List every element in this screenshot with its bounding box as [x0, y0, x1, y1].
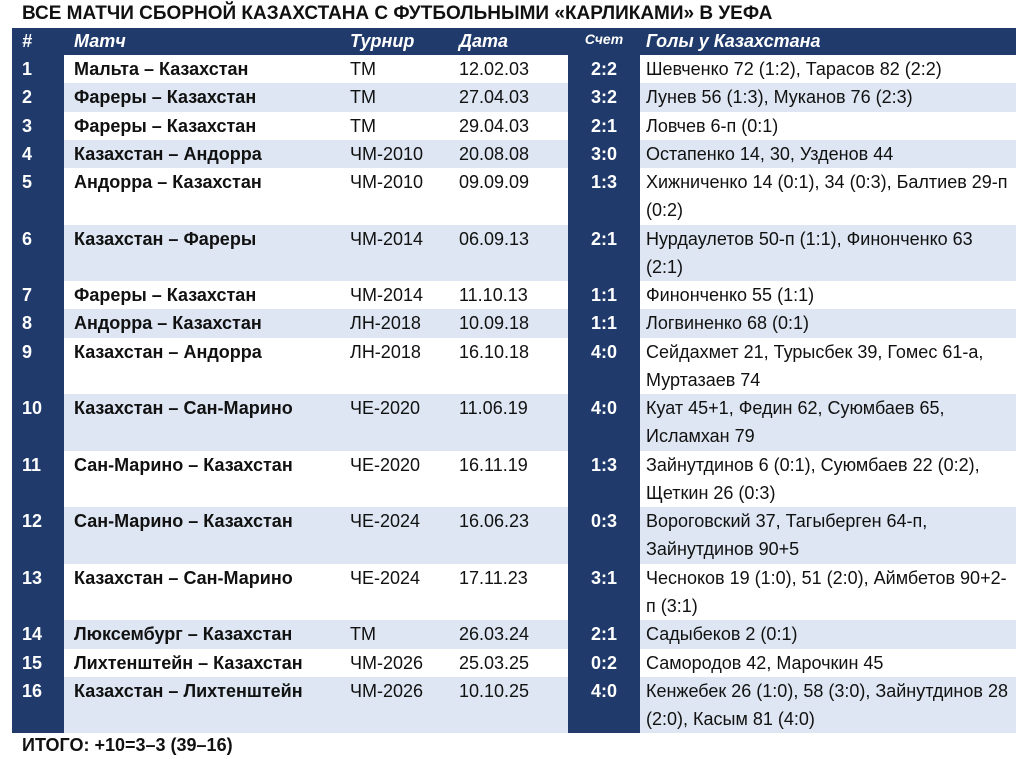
cell-num: 8: [12, 309, 64, 337]
cell-score: 0:2: [568, 649, 640, 677]
cell-match: Люксембург – Казахстан: [64, 620, 350, 648]
cell-num: 14: [12, 620, 64, 648]
cell-tournament: ЛН-2018: [350, 309, 457, 337]
cell-goals: Логвиненко 68 (0:1): [640, 309, 1016, 337]
cell-tournament: ЧМ-2026: [350, 677, 457, 734]
cell-score: 1:3: [568, 168, 640, 225]
cell-tournament: ЧЕ-2020: [350, 394, 457, 451]
header-match: Матч: [64, 28, 350, 55]
cell-score: 0:3: [568, 507, 640, 564]
cell-date: 16.10.18: [459, 341, 530, 362]
cell-goals: Нурдаулетов 50-п (1:1), Финонченко 63 (2:1): [640, 225, 1016, 282]
cell-match: Андорра – Казахстан: [64, 309, 350, 337]
cell-date: 11.06.19: [457, 394, 568, 451]
cell-goals: Кенжебек 26 (1:0), 58 (3:0), Зайнутдинов 28 (2:0), Касым 81 (4:0): [640, 677, 1016, 734]
cell-goals: Остапенко 14, 30, Узденов 44: [640, 140, 1016, 168]
cell-date: 16.06.23: [457, 507, 568, 564]
cell-goals: Ловчев 6-п (0:1): [646, 115, 779, 136]
cell-goals: Хижниченко 14 (0:1), 34 (0:3), Балтиев 29-п (0:2): [646, 172, 1008, 221]
cell-num: 4: [12, 140, 64, 168]
cell-score: 4:0: [568, 677, 640, 734]
cell-score: 2:1: [568, 225, 640, 282]
header-date: Дата: [457, 28, 568, 55]
cell-tournament: ЛН-2018: [350, 341, 421, 362]
cell-match: Казахстан – Андорра: [74, 341, 262, 362]
cell-num: 12: [12, 507, 64, 564]
cell-date: 10.10.25: [457, 677, 568, 734]
header-goals: Голы у Казахстана: [640, 28, 1016, 55]
cell-tournament: ТМ: [350, 620, 457, 648]
cell-date: 25.03.25: [459, 652, 530, 673]
cell-match: Мальта – Казахстан: [74, 59, 249, 79]
matches-table: [12, 28, 1016, 733]
cell-date: 11.10.13: [459, 285, 528, 306]
cell-match: Андорра – Казахстан: [74, 172, 262, 193]
cell-goals: Куат 45+1, Федин 62, Суюмбаев 65, Исламхан 79: [640, 394, 1016, 451]
cell-num: 10: [12, 394, 64, 451]
cell-goals: Лунев 56 (1:3), Муканов 76 (2:3): [640, 83, 1016, 111]
cell-score: 4:0: [568, 338, 640, 395]
cell-match: Казахстан – Андорра: [64, 140, 350, 168]
cell-score: 3:1: [568, 564, 640, 621]
cell-score: 1:1: [568, 281, 640, 309]
cell-goals: Зайнутдинов 6 (0:1), Суюмбаев 22 (0:2), Щеткин 26 (0:3): [646, 454, 980, 503]
cell-score: 3:2: [568, 83, 640, 111]
cell-num: 11: [12, 451, 64, 508]
cell-score: 2:1: [568, 620, 640, 648]
cell-match: Казахстан – Сан-Марино: [64, 394, 350, 451]
cell-tournament: ЧЕ-2024: [350, 567, 421, 588]
cell-num: 2: [12, 83, 64, 111]
cell-goals: Самородов 42, Марочкин 45: [646, 652, 884, 673]
cell-match: Лихтенштейн – Казахстан: [74, 652, 303, 673]
cell-tournament: ЧМ-2010: [350, 140, 457, 168]
header-score: Счет: [568, 28, 640, 55]
cell-goals: Вороговский 37, Тагыберген 64-п, Зайнутдинов 90+5: [640, 507, 1016, 564]
cell-num: 15: [12, 649, 64, 677]
cell-goals: Финонченко 55 (1:1): [646, 285, 815, 306]
cell-tournament: ЧЕ-2020: [350, 454, 421, 475]
cell-num: 1: [12, 55, 64, 83]
totals-footer: ИТОГО: +10=3–3 (39–16): [22, 735, 233, 755]
cell-tournament: ЧМ-2014: [350, 225, 457, 282]
cell-date: 17.11.23: [459, 567, 528, 588]
cell-score: 4:0: [568, 394, 640, 451]
cell-score: 3:0: [568, 140, 640, 168]
cell-match: Казахстан – Лихтенштейн: [64, 677, 350, 734]
cell-num: 9: [12, 338, 64, 395]
cell-date: 06.09.13: [457, 225, 568, 282]
cell-date: 16.11.19: [459, 454, 528, 475]
cell-match: Сан-Марино – Казахстан: [64, 507, 350, 564]
cell-tournament: ЧЕ-2024: [350, 507, 457, 564]
cell-tournament: ЧМ-2026: [350, 652, 424, 673]
cell-date: 12.02.03: [459, 59, 530, 79]
cell-score: 1:1: [568, 309, 640, 337]
cell-match: Казахстан – Фареры: [64, 225, 350, 282]
cell-date: 09.09.09: [459, 172, 530, 193]
table-title: ВСЕ МАТЧИ СБОРНОЙ КАЗАХСТАНА С ФУТБОЛЬНЫМИ «КАРЛИКАМИ» В УЕФА: [22, 3, 773, 24]
cell-goals: Садыбеков 2 (0:1): [640, 620, 1016, 648]
cell-tournament: ТМ: [350, 59, 376, 79]
cell-match: Казахстан – Сан-Марино: [74, 567, 293, 588]
cell-num: 5: [12, 168, 64, 225]
cell-tournament: ЧМ-2014: [350, 285, 424, 306]
cell-date: 26.03.24: [457, 620, 568, 648]
cell-goals: Шевченко 72 (1:2), Тарасов 82 (2:2): [646, 59, 942, 79]
cell-match: Фареры – Казахстан: [74, 285, 257, 306]
cell-num: 13: [12, 564, 64, 621]
cell-tournament: ТМ: [350, 115, 376, 136]
cell-match: Фареры – Казахстан: [64, 83, 350, 111]
header-tournament: Турнир: [350, 28, 457, 55]
cell-match: Сан-Марино – Казахстан: [74, 454, 293, 475]
cell-goals: Сейдахмет 21, Турысбек 39, Гомес 61-а, Муртазаев 74: [646, 341, 984, 390]
cell-date: 10.09.18: [457, 309, 568, 337]
cell-tournament: ТМ: [350, 83, 457, 111]
cell-score: 2:2: [568, 55, 640, 83]
cell-goals: Чесноков 19 (1:0), 51 (2:0), Аймбетов 90+2-п (3:1): [646, 567, 1007, 616]
cell-score: 2:1: [568, 112, 640, 140]
cell-match: Фареры – Казахстан: [74, 115, 257, 136]
cell-num: 6: [12, 225, 64, 282]
cell-num: 16: [12, 677, 64, 734]
cell-date: 29.04.03: [459, 115, 530, 136]
cell-num: 3: [12, 112, 64, 140]
cell-num: 7: [12, 281, 64, 309]
cell-date: 20.08.08: [457, 140, 568, 168]
header-num: #: [12, 28, 64, 55]
cell-date: 27.04.03: [457, 83, 568, 111]
cell-tournament: ЧМ-2010: [350, 172, 424, 193]
cell-score: 1:3: [568, 451, 640, 508]
